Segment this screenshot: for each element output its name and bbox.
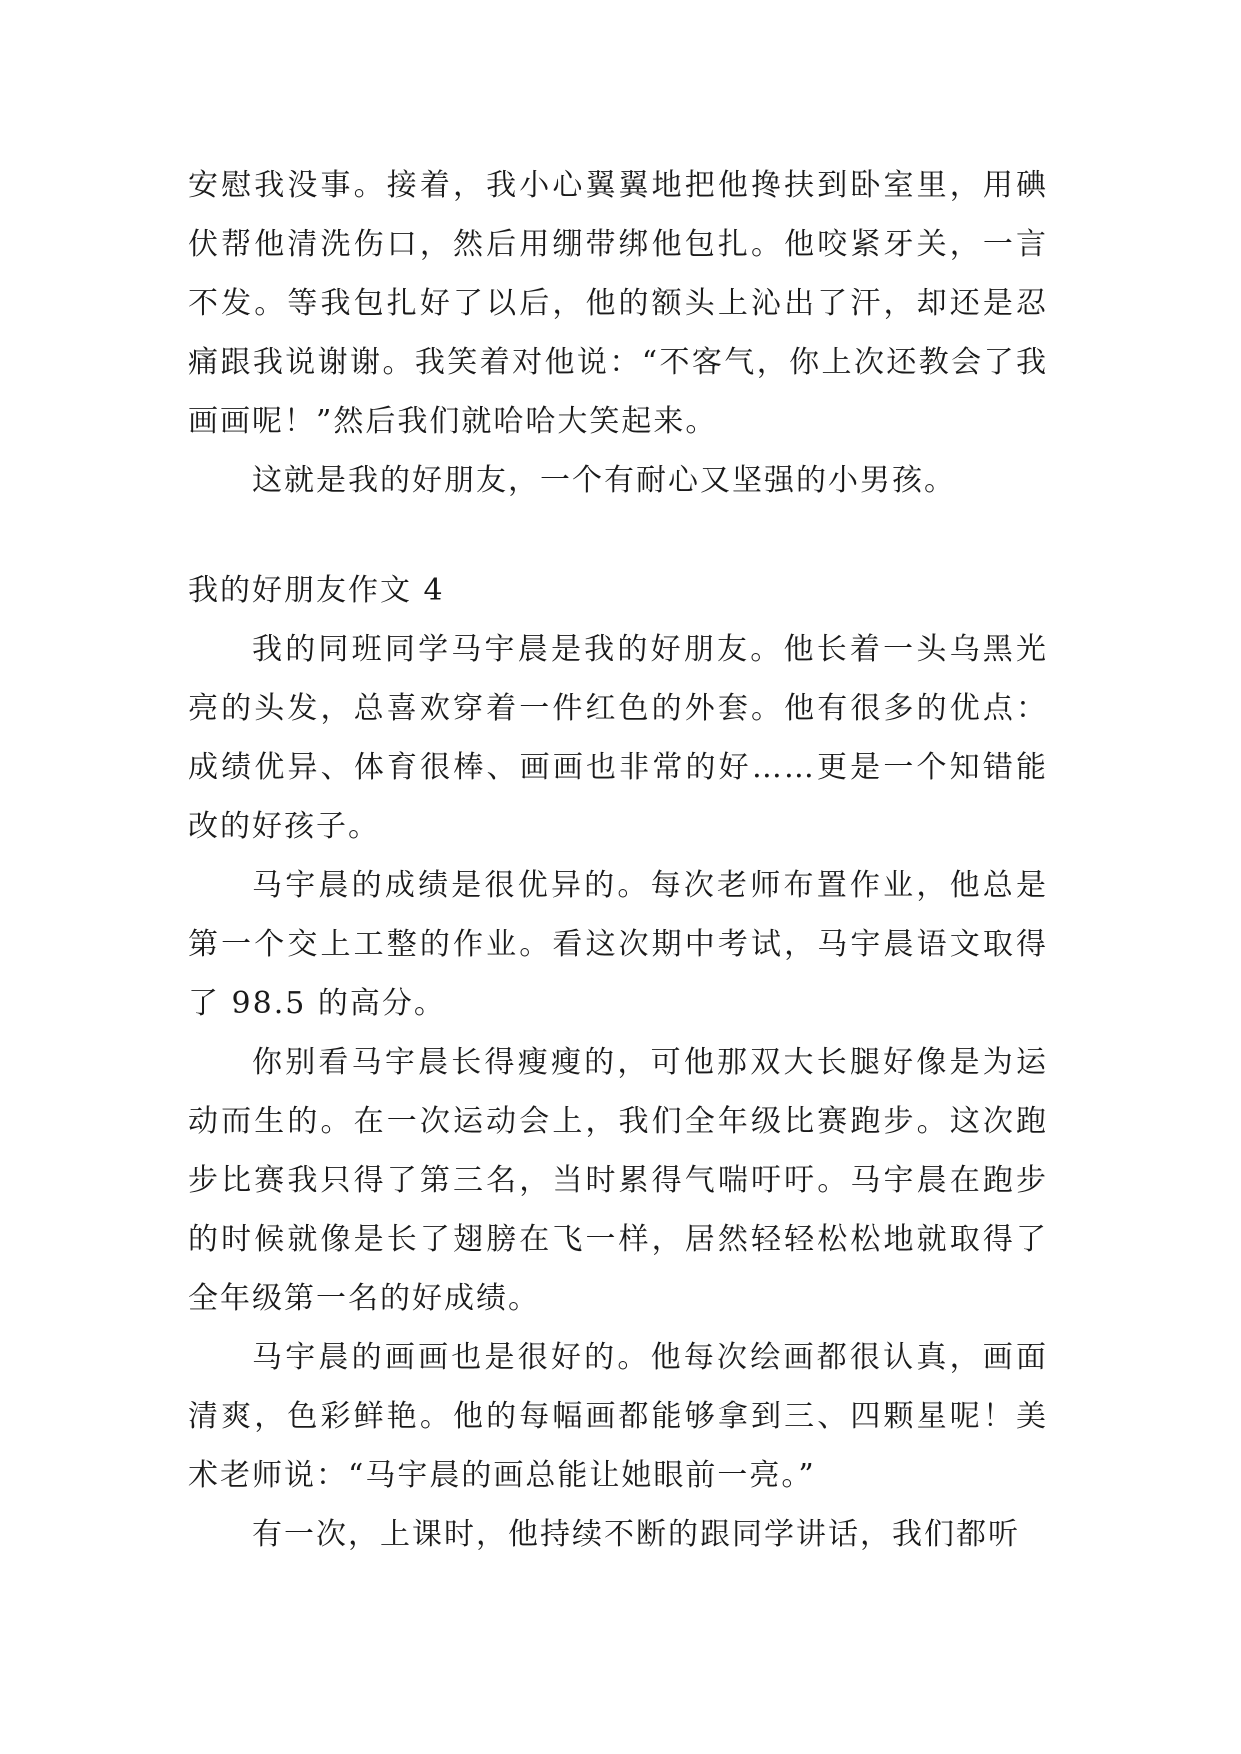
continued-text-section <box>188 156 1048 510</box>
paragraph: 有一次，上课时，他持续不断的跟同学讲话，我们都听 <box>252 1517 1020 1552</box>
paragraph: 马宇晨的成绩是很优异的。每次老师布置作业，他总是第一个交上工整的作业。看这次期中考试，马宇晨语文取得了 98.5 的高分。 <box>188 868 1048 1021</box>
essay-title: 我的好朋友作文 4 <box>188 573 445 608</box>
paragraph: 马宇晨的画画也是很好的。他每次绘画都很认真，画面清爽，色彩鲜艳。他的每幅画都能够拿到三、四颗星呢！美术老师说：“马宇晨的画总能让她眼前一亮。” <box>188 1340 1048 1493</box>
paragraph: 我的同班同学马宇晨是我的好朋友。他长着一头乌黑光亮的头发，总喜欢穿着一件红色的外套。他有很多的优点：成绩优异、体育很棒、画画也非常的好……更是一个知错能改的好孩子。 <box>188 632 1048 844</box>
paragraph: 你别看马宇晨长得瘦瘦的，可他那双大长腿好像是为运动而生的。在一次运动会上，我们全年级比赛跑步。这次跑步比赛我只得了第三名，当时累得气喘吁吁。马宇晨在跑步的时候就像是长了翅膀在飞一样，居然轻轻松松地就取得了全年级第一名的好成绩。 <box>188 1045 1048 1316</box>
paragraph: 安慰我没事。接着，我小心翼翼地把他搀扶到卧室里，用碘伏帮他清洗伤口，然后用绷带绑他包扎。他咬紧牙关，一言不发。等我包扎好了以后，他的额头上沁出了汗，却还是忍痛跟我说谢谢。我笑着对他说：“不客气，你上次还教会了我画画呢！”然后我们就哈哈大笑起来。 <box>188 168 1048 439</box>
essay-section <box>188 561 1048 1564</box>
paragraph: 这就是我的好朋友，一个有耐心又坚强的小男孩。 <box>252 463 956 498</box>
